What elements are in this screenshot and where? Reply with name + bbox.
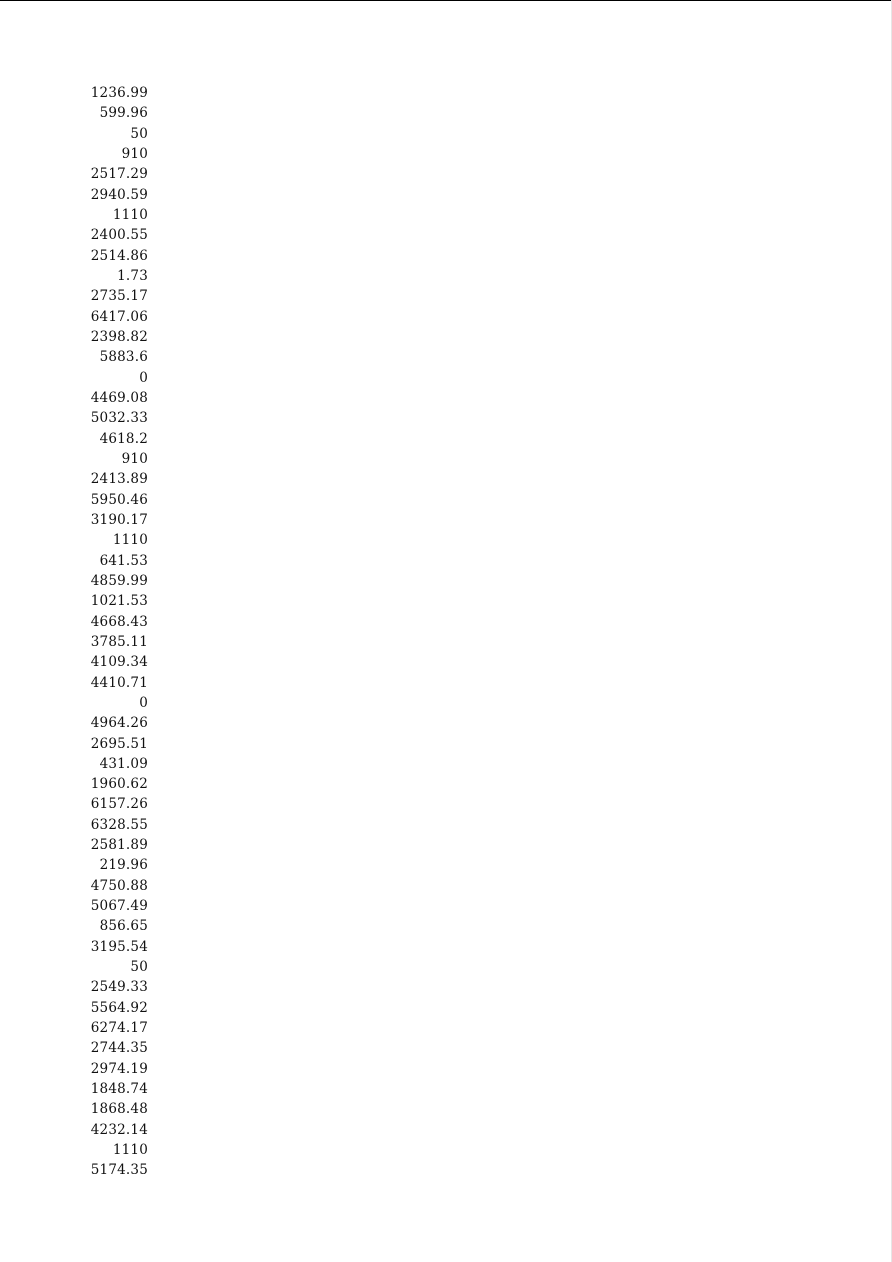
value-cell: 6157.26	[90, 796, 148, 813]
value-cell: 4410.71	[90, 674, 148, 691]
value-cell: 1021.53	[90, 593, 148, 610]
value-cell: 6328.55	[90, 816, 148, 833]
value-cell: 2940.59	[90, 186, 148, 203]
value-cell: 5950.46	[90, 491, 148, 508]
value-cell: 1.73	[117, 267, 148, 284]
value-cell: 2974.19	[90, 1060, 148, 1077]
value-cell: 3190.17	[90, 511, 148, 528]
value-cell: 5067.49	[90, 898, 148, 915]
value-cell: 910	[121, 145, 148, 162]
value-cell: 5032.33	[90, 410, 148, 427]
value-cell: 2695.51	[90, 735, 148, 752]
value-cell: 910	[121, 450, 148, 467]
value-cell: 4232.14	[90, 1121, 148, 1138]
value-cell: 1110	[112, 1142, 148, 1159]
value-cell: 5883.6	[99, 349, 148, 366]
value-cell: 3195.54	[90, 938, 148, 955]
value-cell: 1110	[112, 206, 148, 223]
value-cell: 1848.74	[90, 1081, 148, 1098]
value-cell: 2581.89	[90, 837, 148, 854]
value-cell: 4750.88	[90, 877, 148, 894]
value-cell: 5174.35	[90, 1162, 148, 1179]
value-cell: 1960.62	[90, 776, 148, 793]
value-cell: 0	[139, 694, 148, 711]
value-cell: 599.96	[99, 105, 148, 122]
value-cell: 2413.89	[90, 471, 148, 488]
value-cell: 50	[130, 959, 148, 976]
top-border	[0, 0, 892, 1]
value-cell: 4618.2	[99, 430, 148, 447]
value-cell: 5564.92	[90, 999, 148, 1016]
value-cell: 50	[130, 125, 148, 142]
value-cell: 2744.35	[90, 1040, 148, 1057]
value-cell: 431.09	[99, 755, 148, 772]
value-cell: 4964.26	[90, 715, 148, 732]
value-cell: 641.53	[99, 552, 148, 569]
value-cell: 1110	[112, 532, 148, 549]
value-cell: 4859.99	[90, 572, 148, 589]
value-cell: 1868.48	[90, 1101, 148, 1118]
value-cell: 6417.06	[90, 308, 148, 325]
value-cell: 4109.34	[90, 654, 148, 671]
value-column	[60, 83, 148, 1181]
value-cell: 4469.08	[90, 389, 148, 406]
value-cell: 2735.17	[90, 288, 148, 305]
value-cell: 2549.33	[90, 979, 148, 996]
value-cell: 219.96	[99, 857, 148, 874]
value-cell: 0	[139, 369, 148, 386]
value-cell: 2398.82	[90, 328, 148, 345]
value-cell: 2517.29	[90, 166, 148, 183]
value-cell: 1236.99	[90, 85, 148, 101]
value-cell: 6274.17	[90, 1020, 148, 1037]
value-cell: 3785.11	[90, 633, 148, 650]
value-cell: 2514.86	[90, 247, 148, 264]
value-cell: 2400.55	[90, 227, 148, 244]
value-cell: 4668.43	[90, 613, 148, 630]
value-cell: 856.65	[99, 918, 148, 935]
